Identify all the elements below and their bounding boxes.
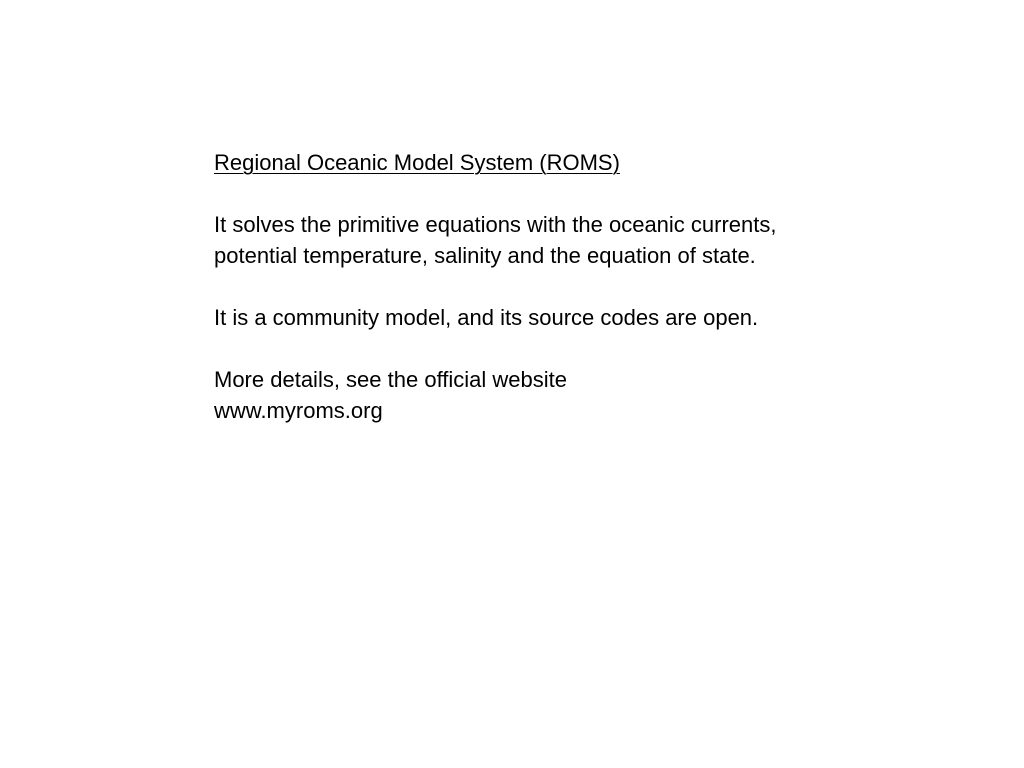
spacer (214, 333, 974, 364)
paragraph-1-line-2: potential temperature, salinity and the equation of state. (214, 243, 756, 268)
paragraph-3-line-1: More details, see the official website (214, 367, 567, 392)
website-url: www.myroms.org (214, 398, 383, 423)
slide-text-block (214, 147, 974, 426)
paragraph-2: It is a community model, and its source codes are open. (214, 305, 759, 330)
paragraph-1-line-1: It solves the primitive equations with the oceanic currents, (214, 212, 777, 237)
spacer (214, 271, 974, 302)
slide-title: Regional Oceanic Model System (ROMS) (214, 150, 620, 175)
spacer (214, 178, 974, 209)
